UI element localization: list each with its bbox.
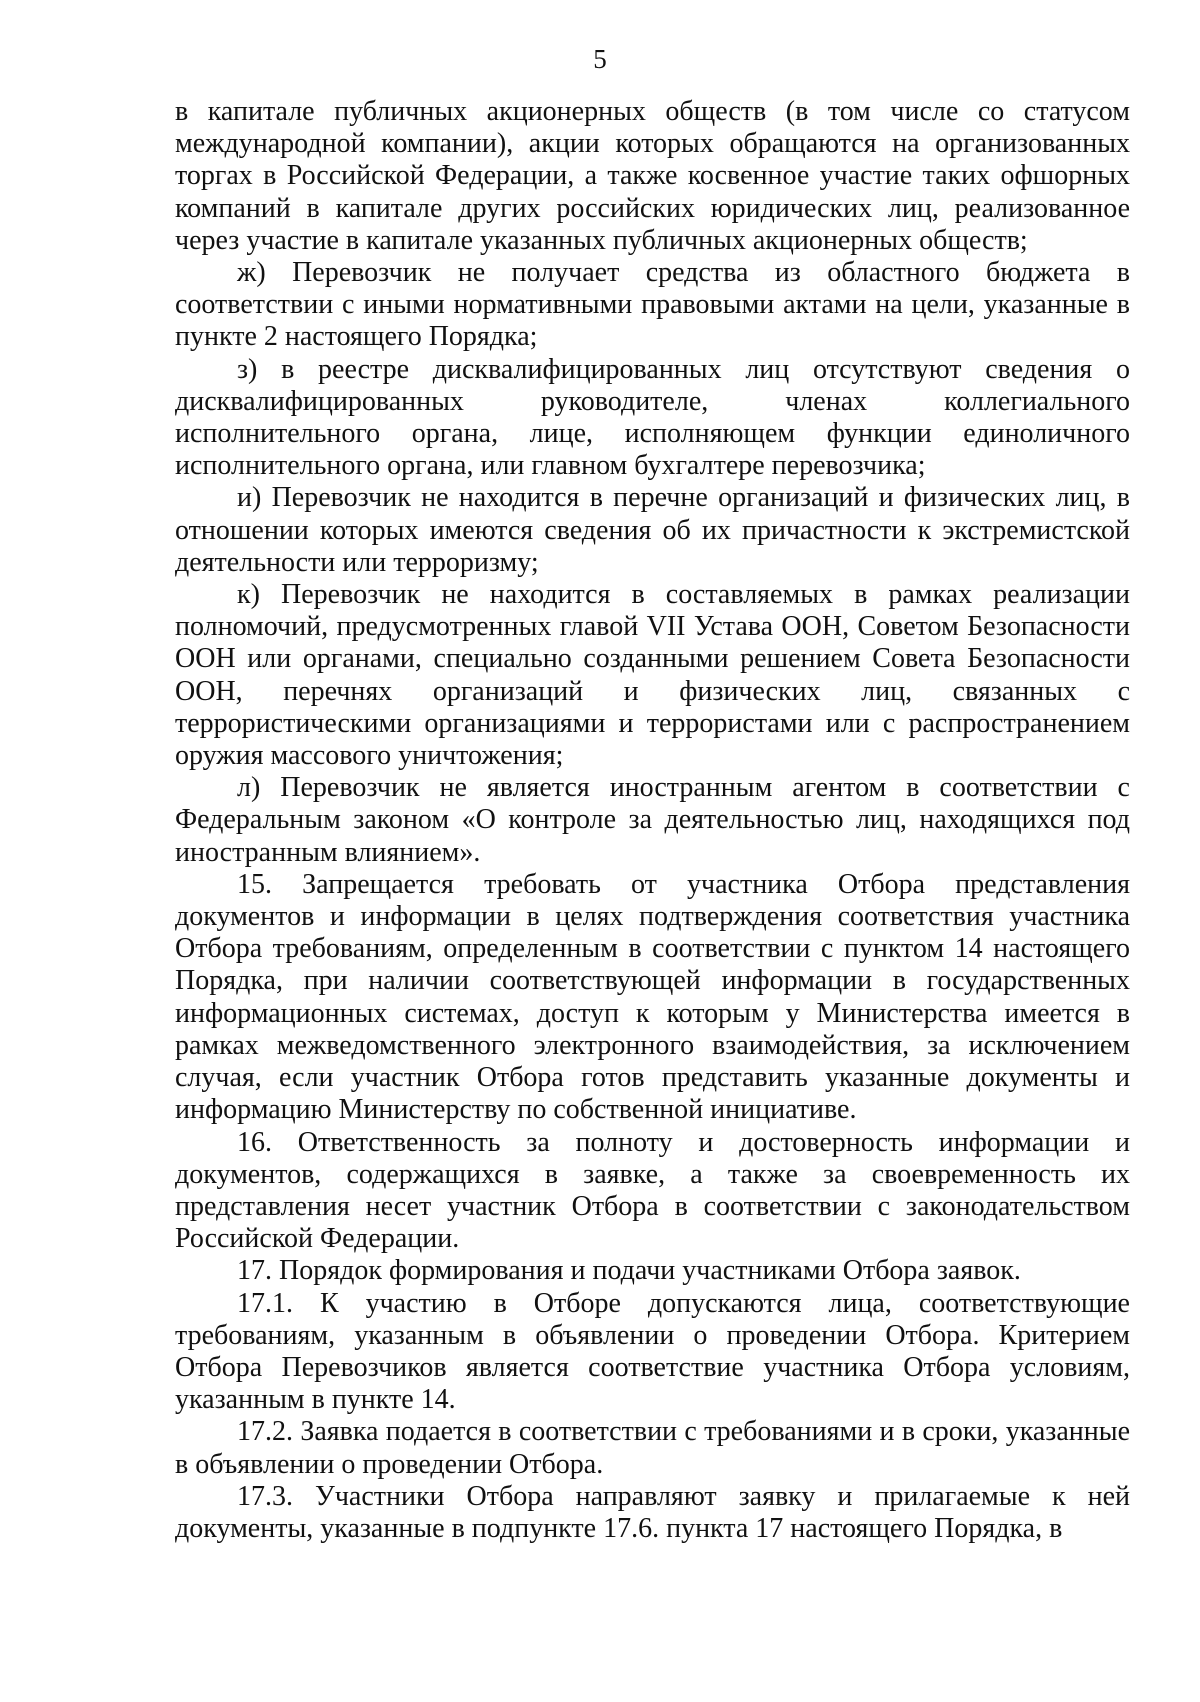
paragraph-17-2: 17.2. Заявка подается в соответствии с требованиями и в сроки, указанные в объявлении о проведении Отбора. bbox=[175, 1416, 1130, 1480]
paragraph-17: 17. Порядок формирования и подачи участниками Отбора заявок. bbox=[237, 1255, 1021, 1287]
paragraph-item-z: з) в реестре дисквалифицированных лиц отсутствуют сведения о дисквалифицированных руководителе, членах коллегиального исполнительного органа, лице, исполняющем функции единоличного исполнительного органа, или главном бухгалтере перевозчика; bbox=[175, 353, 1130, 482]
paragraph-16: 16. Ответственность за полноту и достоверность информации и документов, содержащихся в заявке, а также за своевременность их представления несет участник Отбора в соответствии с законодательством Российской Федерации. bbox=[175, 1126, 1130, 1255]
paragraph-15: 15. Запрещается требовать от участника Отбора представления документов и информации в целях подтверждения соответствия участника Отбора требованиям, определенным в соответствии с пунктом 14 настоящего Порядка, при наличии соответствующей информации в государственных информационных системах, доступ к которым у Министерства имеется в рамках межведомственного электронного взаимодействия, за исключением случая, если участник Отбора готов представить указанные документы и информацию Министерству по собственной инициативе. bbox=[175, 868, 1130, 1126]
paragraph-continuation: в капитале публичных акционерных обществ (в том числе со статусом международной компании), акции которых обращаются на организованных торгах в Российской Федерации, а также косвенное участие таких офшорных компаний в капитале других российских юридических лиц, реализованное через участие в капитале указанных публичных акционерных обществ; bbox=[175, 96, 1130, 256]
paragraph-item-zh: ж) Перевозчик не получает средства из областного бюджета в соответствии с иными нормативными правовыми актами на цели, указанные в пункте 2 настоящего Порядка; bbox=[175, 257, 1130, 353]
paragraph-item-l: л) Перевозчик не является иностранным агентом в соответствии с Федеральным законом «О контроле за деятельностью лиц, находящихся под иностранным влиянием». bbox=[175, 772, 1130, 868]
document-body bbox=[175, 96, 1130, 1545]
page-number: 5 bbox=[593, 44, 607, 74]
paragraph-item-k: к) Перевозчик не находится в составляемых в рамках реализации полномочий, предусмотренных главой VII Устава ООН, Советом Безопасности ООН или органами, специально созданными решением Совета Безопасности ООН, перечнях организаций и физических лиц, связанных с террористическими организациями и террористами или с распространением оружия массового уничтожения; bbox=[175, 579, 1130, 772]
paragraph-17-1: 17.1. К участию в Отборе допускаются лица, соответствующие требованиям, указанным в объявлении о проведении Отбора. Критерием Отбора Перевозчиков является соответствие участника Отбора условиям, указанным в пункте 14. bbox=[175, 1287, 1130, 1416]
paragraph-17-3: 17.3. Участники Отбора направляют заявку и прилагаемые к ней документы, указанные в подпункте 17.6. пункта 17 настоящего Порядка, в bbox=[175, 1480, 1130, 1544]
paragraph-item-i: и) Перевозчик не находится в перечне организаций и физических лиц, в отношении которых имеются сведения об их причастности к экстремистской деятельности или терроризму; bbox=[175, 482, 1130, 578]
